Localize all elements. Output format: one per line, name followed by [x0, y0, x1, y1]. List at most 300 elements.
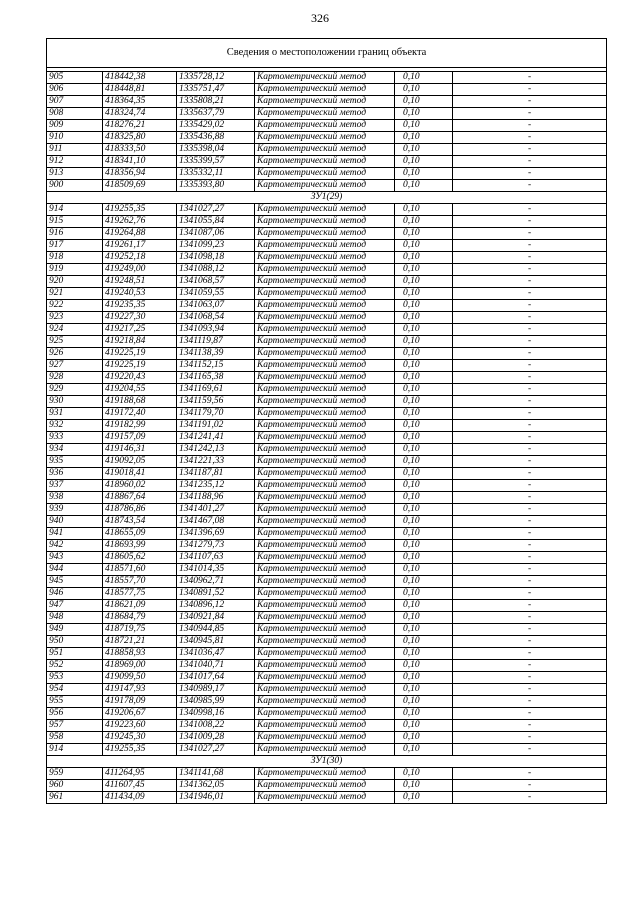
point-number-cell: 961 [47, 792, 103, 804]
accuracy-cell: 0,10 [395, 732, 453, 744]
x-coordinate-cell: 418605,62 [103, 552, 177, 564]
method-cell: Картометрический метод [255, 288, 395, 300]
table-row [47, 504, 607, 516]
note-cell: - [453, 96, 607, 108]
y-coordinate-cell: 1341027,27 [177, 204, 255, 216]
y-coordinate-cell: 1335398,04 [177, 144, 255, 156]
x-coordinate-cell: 418442,38 [103, 72, 177, 84]
accuracy-cell: 0,10 [395, 216, 453, 228]
x-coordinate-cell: 419206,67 [103, 708, 177, 720]
note-cell: - [453, 72, 607, 84]
note-cell: - [453, 552, 607, 564]
table-row [47, 120, 607, 132]
method-cell: Картометрический метод [255, 792, 395, 804]
y-coordinate-cell: 1341088,12 [177, 264, 255, 276]
table-row [47, 72, 607, 84]
x-coordinate-cell: 419178,09 [103, 696, 177, 708]
note-cell: - [453, 144, 607, 156]
method-cell: Картометрический метод [255, 252, 395, 264]
table-row [47, 588, 607, 600]
y-coordinate-cell: 1340998,16 [177, 708, 255, 720]
note-cell: - [453, 324, 607, 336]
method-cell: Картометрический метод [255, 240, 395, 252]
x-coordinate-cell: 418786,86 [103, 504, 177, 516]
point-number-cell: 944 [47, 564, 103, 576]
table-row [47, 744, 607, 756]
x-coordinate-cell: 419245,30 [103, 732, 177, 744]
note-cell: - [453, 300, 607, 312]
x-coordinate-cell: 419225,19 [103, 360, 177, 372]
accuracy-cell: 0,10 [395, 180, 453, 192]
note-cell: - [453, 180, 607, 192]
note-cell: - [453, 528, 607, 540]
method-cell: Картометрический метод [255, 744, 395, 756]
y-coordinate-cell: 1341235,12 [177, 480, 255, 492]
accuracy-cell: 0,10 [395, 444, 453, 456]
table-row [47, 792, 607, 804]
note-cell: - [453, 672, 607, 684]
note-cell: - [453, 204, 607, 216]
y-coordinate-cell: 1341362,05 [177, 780, 255, 792]
table-row [47, 336, 607, 348]
y-coordinate-cell: 1335751,47 [177, 84, 255, 96]
x-coordinate-cell: 418621,09 [103, 600, 177, 612]
method-cell: Картометрический метод [255, 576, 395, 588]
method-cell: Картометрический метод [255, 540, 395, 552]
table-row [47, 468, 607, 480]
method-cell: Картометрический метод [255, 456, 395, 468]
x-coordinate-cell: 418276,21 [103, 120, 177, 132]
x-coordinate-cell: 418743,54 [103, 516, 177, 528]
table-row [47, 456, 607, 468]
accuracy-cell: 0,10 [395, 312, 453, 324]
point-number-cell: 917 [47, 240, 103, 252]
method-cell: Картометрический метод [255, 372, 395, 384]
accuracy-cell: 0,10 [395, 456, 453, 468]
note-cell: - [453, 384, 607, 396]
method-cell: Картометрический метод [255, 516, 395, 528]
table-row [47, 96, 607, 108]
table-row [47, 264, 607, 276]
table-row [47, 408, 607, 420]
x-coordinate-cell: 418858,93 [103, 648, 177, 660]
table-row [47, 144, 607, 156]
point-number-cell: 931 [47, 408, 103, 420]
point-number-cell: 939 [47, 504, 103, 516]
note-cell: - [453, 492, 607, 504]
note-cell: - [453, 780, 607, 792]
y-coordinate-cell: 1335808,21 [177, 96, 255, 108]
point-number-cell: 911 [47, 144, 103, 156]
y-coordinate-cell: 1341063,07 [177, 300, 255, 312]
table-row [47, 384, 607, 396]
point-number-cell: 959 [47, 768, 103, 780]
x-coordinate-cell: 419218,84 [103, 336, 177, 348]
point-number-cell: 943 [47, 552, 103, 564]
point-number-cell: 915 [47, 216, 103, 228]
table-row [47, 84, 607, 96]
point-number-cell: 956 [47, 708, 103, 720]
y-coordinate-cell: 1341036,47 [177, 648, 255, 660]
method-cell: Картометрический метод [255, 180, 395, 192]
y-coordinate-cell: 1341068,54 [177, 312, 255, 324]
table-row [47, 216, 607, 228]
y-coordinate-cell: 1341014,35 [177, 564, 255, 576]
accuracy-cell: 0,10 [395, 684, 453, 696]
y-coordinate-cell: 1341165,38 [177, 372, 255, 384]
x-coordinate-cell: 418325,80 [103, 132, 177, 144]
accuracy-cell: 0,10 [395, 624, 453, 636]
section-label: ЗУ1(30) [47, 756, 607, 768]
point-number-cell: 955 [47, 696, 103, 708]
table-row [47, 276, 607, 288]
note-cell: - [453, 624, 607, 636]
method-cell: Картометрический метод [255, 732, 395, 744]
note-cell: - [453, 612, 607, 624]
method-cell: Картометрический метод [255, 276, 395, 288]
method-cell: Картометрический метод [255, 312, 395, 324]
note-cell: - [453, 768, 607, 780]
point-number-cell: 914 [47, 204, 103, 216]
method-cell: Картометрический метод [255, 600, 395, 612]
y-coordinate-cell: 1340945,81 [177, 636, 255, 648]
note-cell: - [453, 264, 607, 276]
y-coordinate-cell: 1335728,12 [177, 72, 255, 84]
page-number: 326 [311, 11, 329, 25]
note-cell: - [453, 564, 607, 576]
note-cell: - [453, 312, 607, 324]
note-cell: - [453, 540, 607, 552]
note-cell: - [453, 156, 607, 168]
y-coordinate-cell: 1341099,23 [177, 240, 255, 252]
note-cell: - [453, 720, 607, 732]
y-coordinate-cell: 1340985,99 [177, 696, 255, 708]
accuracy-cell: 0,10 [395, 648, 453, 660]
method-cell: Картометрический метод [255, 780, 395, 792]
point-number-cell: 945 [47, 576, 103, 588]
accuracy-cell: 0,10 [395, 780, 453, 792]
point-number-cell: 916 [47, 228, 103, 240]
point-number-cell: 907 [47, 96, 103, 108]
y-coordinate-cell: 1335393,80 [177, 180, 255, 192]
method-cell: Картометрический метод [255, 408, 395, 420]
note-cell: - [453, 648, 607, 660]
note-cell: - [453, 684, 607, 696]
note-cell: - [453, 120, 607, 132]
table-row [47, 540, 607, 552]
x-coordinate-cell: 418960,02 [103, 480, 177, 492]
accuracy-cell: 0,10 [395, 672, 453, 684]
y-coordinate-cell: 1341141,68 [177, 768, 255, 780]
x-coordinate-cell: 419092,05 [103, 456, 177, 468]
point-number-cell: 942 [47, 540, 103, 552]
point-number-cell: 927 [47, 360, 103, 372]
note-cell: - [453, 420, 607, 432]
point-number-cell: 954 [47, 684, 103, 696]
table-row [47, 612, 607, 624]
method-cell: Картометрический метод [255, 144, 395, 156]
table-row [47, 300, 607, 312]
point-number-cell: 924 [47, 324, 103, 336]
method-cell: Картометрический метод [255, 612, 395, 624]
table-row [47, 228, 607, 240]
accuracy-cell: 0,10 [395, 504, 453, 516]
note-cell: - [453, 456, 607, 468]
y-coordinate-cell: 1341396,69 [177, 528, 255, 540]
table-row [47, 768, 607, 780]
note-cell: - [453, 372, 607, 384]
point-number-cell: 958 [47, 732, 103, 744]
y-coordinate-cell: 1335429,02 [177, 120, 255, 132]
method-cell: Картометрический метод [255, 660, 395, 672]
point-number-cell: 953 [47, 672, 103, 684]
method-cell: Картометрический метод [255, 84, 395, 96]
y-coordinate-cell: 1341241,41 [177, 432, 255, 444]
y-coordinate-cell: 1335637,79 [177, 108, 255, 120]
section-header-row [47, 756, 607, 768]
x-coordinate-cell: 419220,43 [103, 372, 177, 384]
table-row [47, 372, 607, 384]
table-row [47, 732, 607, 744]
table-row [47, 168, 607, 180]
note-cell: - [453, 216, 607, 228]
table-row [47, 696, 607, 708]
x-coordinate-cell: 419099,50 [103, 672, 177, 684]
point-number-cell: 918 [47, 252, 103, 264]
x-coordinate-cell: 418577,75 [103, 588, 177, 600]
table-row [47, 312, 607, 324]
accuracy-cell: 0,10 [395, 588, 453, 600]
table-row [47, 108, 607, 120]
method-cell: Картометрический метод [255, 684, 395, 696]
x-coordinate-cell: 419252,18 [103, 252, 177, 264]
x-coordinate-cell: 418571,60 [103, 564, 177, 576]
accuracy-cell: 0,10 [395, 288, 453, 300]
table-row [47, 660, 607, 672]
table-row [47, 720, 607, 732]
point-number-cell: 923 [47, 312, 103, 324]
point-number-cell: 908 [47, 108, 103, 120]
method-cell: Картометрический метод [255, 708, 395, 720]
x-coordinate-cell: 419240,53 [103, 288, 177, 300]
accuracy-cell: 0,10 [395, 576, 453, 588]
y-coordinate-cell: 1340891,52 [177, 588, 255, 600]
note-cell: - [453, 348, 607, 360]
y-coordinate-cell: 1340896,12 [177, 600, 255, 612]
accuracy-cell: 0,10 [395, 600, 453, 612]
y-coordinate-cell: 1340989,17 [177, 684, 255, 696]
y-coordinate-cell: 1335332,11 [177, 168, 255, 180]
x-coordinate-cell: 419262,76 [103, 216, 177, 228]
boundary-table [46, 38, 607, 804]
method-cell: Картометрический метод [255, 120, 395, 132]
note-cell: - [453, 336, 607, 348]
table-row [47, 552, 607, 564]
accuracy-cell: 0,10 [395, 108, 453, 120]
point-number-cell: 900 [47, 180, 103, 192]
note-cell: - [453, 792, 607, 804]
method-cell: Картометрический метод [255, 420, 395, 432]
table-row [47, 684, 607, 696]
point-number-cell: 926 [47, 348, 103, 360]
y-coordinate-cell: 1341946,01 [177, 792, 255, 804]
x-coordinate-cell: 419217,25 [103, 324, 177, 336]
y-coordinate-cell: 1341159,56 [177, 396, 255, 408]
table-row [47, 708, 607, 720]
method-cell: Картометрический метод [255, 444, 395, 456]
table-row [47, 180, 607, 192]
accuracy-cell: 0,10 [395, 240, 453, 252]
x-coordinate-cell: 418324,74 [103, 108, 177, 120]
accuracy-cell: 0,10 [395, 720, 453, 732]
accuracy-cell: 0,10 [395, 144, 453, 156]
y-coordinate-cell: 1341040,71 [177, 660, 255, 672]
accuracy-cell: 0,10 [395, 84, 453, 96]
table-row [47, 780, 607, 792]
point-number-cell: 922 [47, 300, 103, 312]
x-coordinate-cell: 418655,09 [103, 528, 177, 540]
y-coordinate-cell: 1341098,18 [177, 252, 255, 264]
y-coordinate-cell: 1341008,22 [177, 720, 255, 732]
x-coordinate-cell: 418693,99 [103, 540, 177, 552]
x-coordinate-cell: 419018,41 [103, 468, 177, 480]
point-number-cell: 928 [47, 372, 103, 384]
note-cell: - [453, 480, 607, 492]
point-number-cell: 948 [47, 612, 103, 624]
table-row [47, 156, 607, 168]
x-coordinate-cell: 419261,17 [103, 240, 177, 252]
note-cell: - [453, 732, 607, 744]
method-cell: Картометрический метод [255, 360, 395, 372]
point-number-cell: 929 [47, 384, 103, 396]
note-cell: - [453, 444, 607, 456]
note-cell: - [453, 696, 607, 708]
method-cell: Картометрический метод [255, 264, 395, 276]
point-number-cell: 933 [47, 432, 103, 444]
point-number-cell: 912 [47, 156, 103, 168]
method-cell: Картометрический метод [255, 324, 395, 336]
method-cell: Картометрический метод [255, 624, 395, 636]
point-number-cell: 919 [47, 264, 103, 276]
x-coordinate-cell: 419157,09 [103, 432, 177, 444]
y-coordinate-cell: 1341068,57 [177, 276, 255, 288]
method-cell: Картометрический метод [255, 336, 395, 348]
table-row [47, 252, 607, 264]
note-cell: - [453, 240, 607, 252]
accuracy-cell: 0,10 [395, 384, 453, 396]
method-cell: Картометрический метод [255, 348, 395, 360]
method-cell: Картометрический метод [255, 96, 395, 108]
accuracy-cell: 0,10 [395, 264, 453, 276]
table-row [47, 432, 607, 444]
table-row [47, 564, 607, 576]
note-cell: - [453, 276, 607, 288]
y-coordinate-cell: 1341107,63 [177, 552, 255, 564]
table-row [47, 624, 607, 636]
y-coordinate-cell: 1341027,27 [177, 744, 255, 756]
accuracy-cell: 0,10 [395, 636, 453, 648]
accuracy-cell: 0,10 [395, 492, 453, 504]
accuracy-cell: 0,10 [395, 432, 453, 444]
method-cell: Картометрический метод [255, 672, 395, 684]
accuracy-cell: 0,10 [395, 276, 453, 288]
point-number-cell: 937 [47, 480, 103, 492]
note-cell: - [453, 468, 607, 480]
method-cell: Картометрический метод [255, 480, 395, 492]
table-row [47, 600, 607, 612]
method-cell: Картометрический метод [255, 696, 395, 708]
table-row [47, 672, 607, 684]
x-coordinate-cell: 411434,09 [103, 792, 177, 804]
note-cell: - [453, 660, 607, 672]
x-coordinate-cell: 411264,95 [103, 768, 177, 780]
method-cell: Картометрический метод [255, 204, 395, 216]
y-coordinate-cell: 1341009,28 [177, 732, 255, 744]
method-cell: Картометрический метод [255, 468, 395, 480]
note-cell: - [453, 168, 607, 180]
method-cell: Картометрический метод [255, 72, 395, 84]
accuracy-cell: 0,10 [395, 408, 453, 420]
y-coordinate-cell: 1335436,88 [177, 132, 255, 144]
accuracy-cell: 0,10 [395, 420, 453, 432]
note-cell: - [453, 108, 607, 120]
note-cell: - [453, 84, 607, 96]
accuracy-cell: 0,10 [395, 336, 453, 348]
accuracy-cell: 0,10 [395, 744, 453, 756]
table-row [47, 132, 607, 144]
note-cell: - [453, 396, 607, 408]
x-coordinate-cell: 418448,81 [103, 84, 177, 96]
y-coordinate-cell: 1340921,84 [177, 612, 255, 624]
x-coordinate-cell: 418364,35 [103, 96, 177, 108]
method-cell: Картометрический метод [255, 768, 395, 780]
accuracy-cell: 0,10 [395, 72, 453, 84]
method-cell: Картометрический метод [255, 384, 395, 396]
table-row [47, 444, 607, 456]
point-number-cell: 940 [47, 516, 103, 528]
point-number-cell: 921 [47, 288, 103, 300]
point-number-cell: 960 [47, 780, 103, 792]
note-cell: - [453, 708, 607, 720]
boundary-table-container [46, 38, 606, 804]
x-coordinate-cell: 418333,50 [103, 144, 177, 156]
accuracy-cell: 0,10 [395, 156, 453, 168]
y-coordinate-cell: 1340962,71 [177, 576, 255, 588]
x-coordinate-cell: 419172,40 [103, 408, 177, 420]
point-number-cell: 909 [47, 120, 103, 132]
y-coordinate-cell: 1341187,81 [177, 468, 255, 480]
y-coordinate-cell: 1341401,27 [177, 504, 255, 516]
note-cell: - [453, 228, 607, 240]
point-number-cell: 949 [47, 624, 103, 636]
y-coordinate-cell: 1341279,73 [177, 540, 255, 552]
section-label: ЗУ1(29) [47, 192, 607, 204]
y-coordinate-cell: 1340944,85 [177, 624, 255, 636]
x-coordinate-cell: 418719,75 [103, 624, 177, 636]
point-number-cell: 925 [47, 336, 103, 348]
table-row [47, 360, 607, 372]
point-number-cell: 935 [47, 456, 103, 468]
accuracy-cell: 0,10 [395, 564, 453, 576]
y-coordinate-cell: 1341191,02 [177, 420, 255, 432]
table-row [47, 528, 607, 540]
point-number-cell: 914 [47, 744, 103, 756]
point-number-cell: 932 [47, 420, 103, 432]
note-cell: - [453, 744, 607, 756]
accuracy-cell: 0,10 [395, 480, 453, 492]
method-cell: Картометрический метод [255, 528, 395, 540]
method-cell: Картометрический метод [255, 216, 395, 228]
